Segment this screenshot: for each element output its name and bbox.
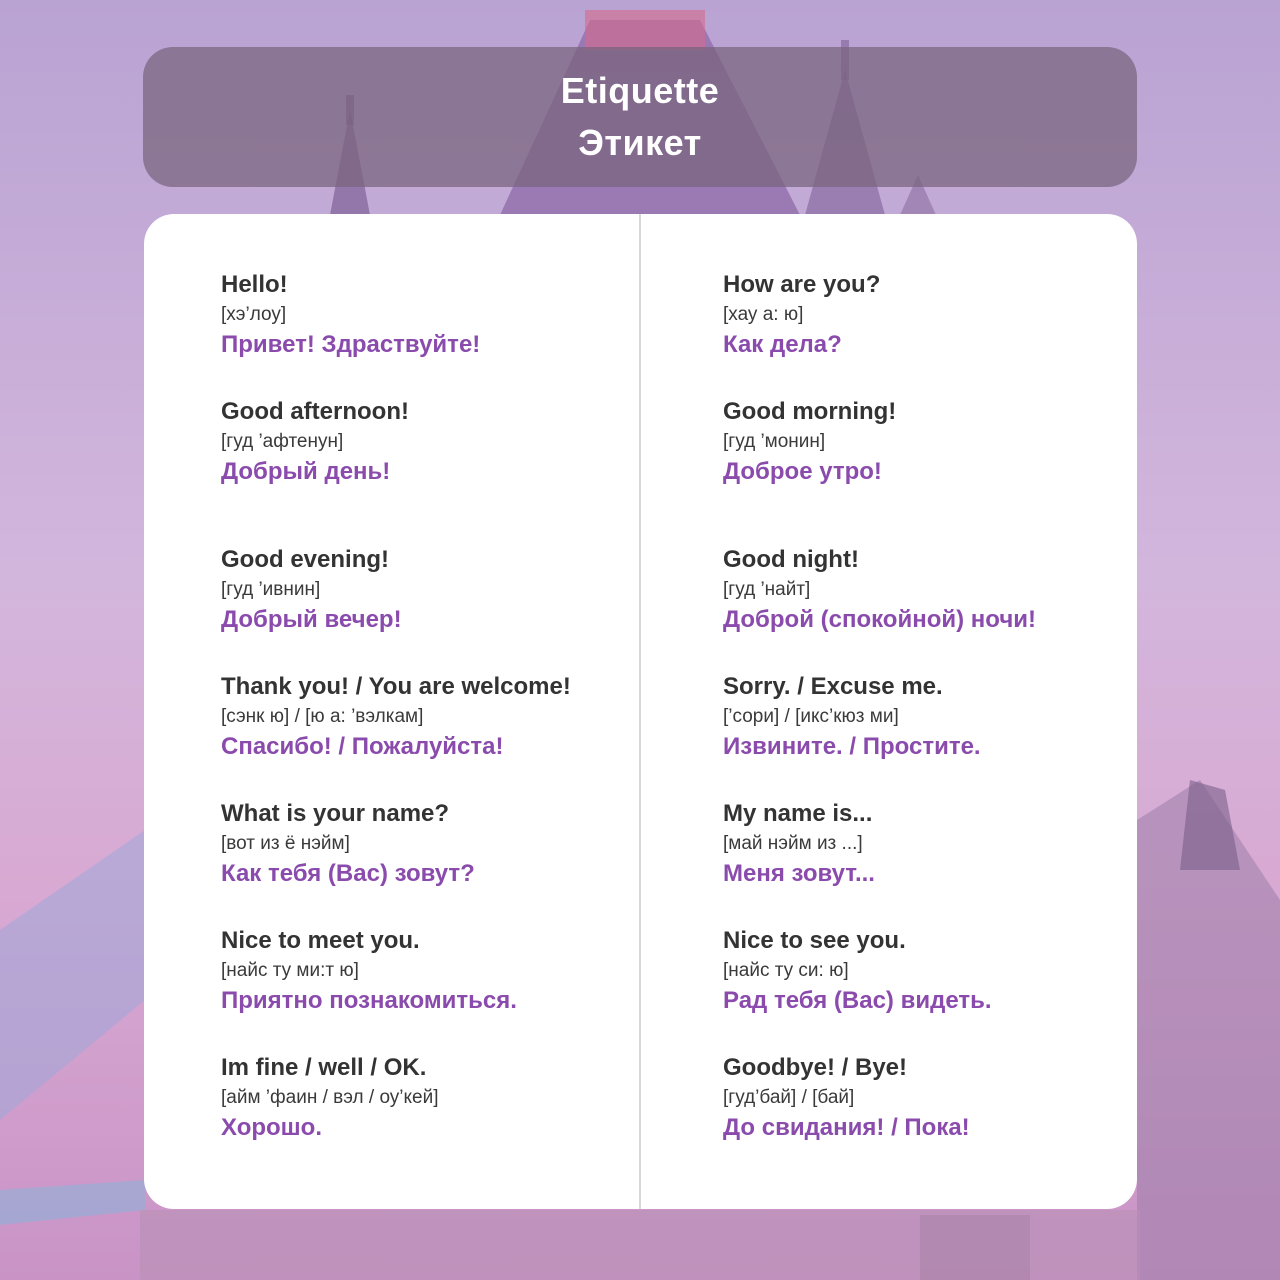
phrase-english: Goodbye! / Bye! (723, 1054, 908, 1081)
phrase-transcription: [’сори] / [икс’кюз ми] (723, 706, 899, 727)
phrase-english: Thank you! / You are welcome! (221, 673, 571, 700)
phrase-russian: Добрый вечер! (221, 606, 402, 633)
phrase-english: Hello! (221, 271, 288, 298)
phrase-transcription: [гуд’бай] / [бай] (723, 1087, 855, 1108)
phrase-item (221, 545, 402, 635)
phrase-item (723, 672, 981, 762)
phrase-english: Nice to see you. (723, 927, 906, 954)
phrase-item (221, 926, 517, 1016)
page-title-russian: Этикет (578, 122, 702, 163)
phrase-item (221, 672, 571, 762)
phrase-transcription: [вот из ё нэйм] (221, 833, 350, 854)
phrase-item (723, 270, 880, 360)
phrase-english: Im fine / well / OK. (221, 1054, 427, 1081)
phrase-russian: Рад тебя (Вас) видеть. (723, 987, 992, 1014)
phrase-item (723, 397, 896, 487)
phrase-russian: Спасибо! / Пожалуйста! (221, 733, 504, 760)
phrase-transcription: [сэнк ю] / [ю а: ’вэлкам] (221, 706, 424, 727)
phrase-item (723, 545, 1036, 635)
phrase-english: Good night! (723, 546, 859, 573)
phrase-russian: Приятно познакомиться. (221, 987, 517, 1014)
phrase-transcription: [гуд ’монин] (723, 431, 826, 452)
phrase-russian: Доброе утро! (723, 458, 882, 485)
phrase-item (221, 270, 480, 360)
phrase-russian: Доброй (спокойной) ночи! (723, 606, 1037, 633)
phrase-english: How are you? (723, 271, 881, 298)
phrase-english: My name is... (723, 800, 873, 827)
phrase-transcription: [май нэйм из ...] (723, 833, 863, 854)
phrase-transcription: [гуд ’ивнин] (221, 579, 321, 600)
header-banner (143, 47, 1137, 187)
phrase-transcription: [айм ’фаин / вэл / оу’кей] (221, 1087, 439, 1108)
phrase-english: Good evening! (221, 546, 389, 573)
phrase-russian: Хорошо. (221, 1114, 323, 1141)
phrase-transcription: [гуд ’найт] (723, 579, 811, 600)
phrases-card (144, 214, 1137, 1209)
phrase-transcription: [найс ту си: ю] (723, 960, 849, 981)
phrase-transcription: [хэ’лоу] (221, 304, 287, 325)
phrase-russian: Привет! Здраствуйте! (221, 331, 481, 358)
phrase-item (723, 799, 875, 889)
phrase-transcription: [гуд ’афтенун] (221, 431, 344, 452)
phrase-russian: До свидания! / Пока! (723, 1114, 970, 1141)
phrase-item (221, 397, 409, 487)
phrase-transcription: [хау а: ю] (723, 304, 804, 325)
column-divider (639, 214, 641, 1209)
phrase-english: Nice to meet you. (221, 927, 420, 954)
phrase-russian: Добрый день! (221, 458, 391, 485)
phrase-russian: Как дела? (723, 331, 842, 358)
phrase-english: Sorry. / Excuse me. (723, 673, 943, 700)
phrase-russian: Меня зовут... (723, 860, 875, 887)
phrase-russian: Как тебя (Вас) зовут? (221, 860, 475, 887)
page-title-english: Etiquette (560, 70, 720, 111)
phrase-item (723, 926, 992, 1016)
phrase-english: What is your name? (221, 800, 450, 827)
phrase-russian: Извините. / Простите. (723, 733, 981, 760)
phrase-english: Good morning! (723, 398, 897, 425)
phrase-english: Good afternoon! (221, 398, 409, 425)
phrase-item (221, 799, 475, 889)
phrase-item (723, 1053, 970, 1143)
phrase-item (221, 1053, 439, 1143)
phrase-transcription: [найс ту ми:т ю] (221, 960, 359, 981)
